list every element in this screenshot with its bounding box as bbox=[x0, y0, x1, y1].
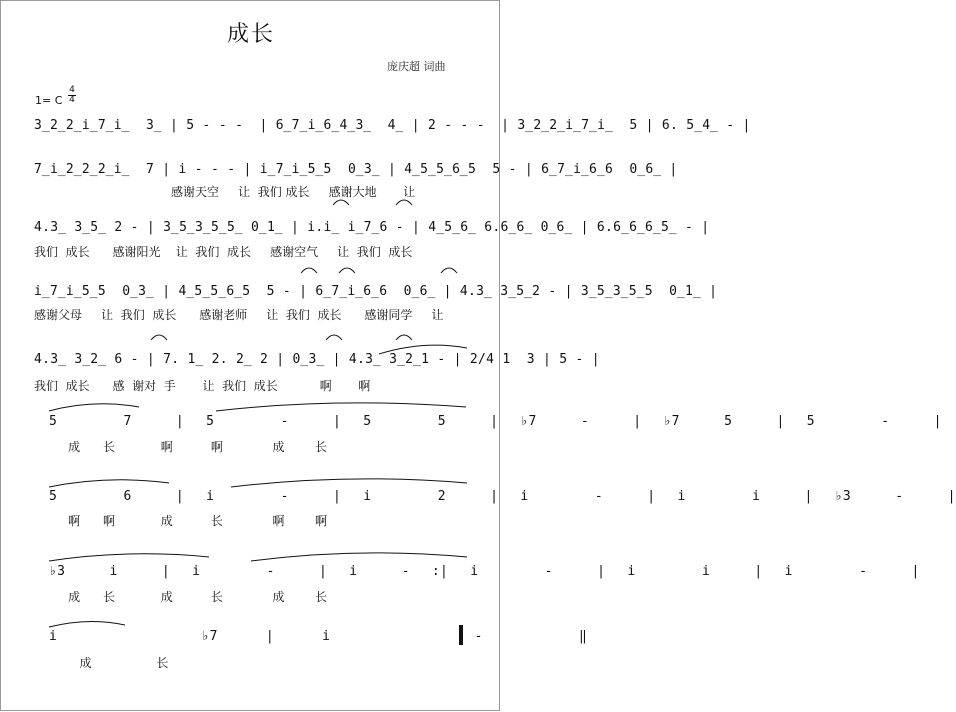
notation-line-6: 5 7 | 5 - | 5 5 | ♭7 - | ♭7 5 | 5 - | bbox=[49, 414, 942, 429]
slur bbox=[151, 335, 167, 340]
lyric-line-5: 我们 成长 感 谢对 手 让 我们 成长 啊 啊 bbox=[34, 379, 371, 393]
time-signature-top: 4 bbox=[69, 85, 75, 95]
slur bbox=[396, 335, 412, 340]
notation-line-4: i̲7̲i̲5̲5 0̲3̲ | 4̲5̲5̲6̲5 5 - | 6̲7̲i̲6̲6 0̲6̲ | 4.3̲ 3̲5̲2 - | 3̲5̲3̲5̲5 0̲1̲ | bbox=[34, 284, 718, 299]
notation-line-5: 4.3̲ 3̲2̲ 6 - | 7. 1̲ 2. 2̲ 2 | 0̲3̲ | 4.3̲ 3̲2̲1 - | 2/4 1 3 | 5 - | bbox=[34, 352, 600, 367]
slur bbox=[326, 335, 342, 340]
lyric-line-9: 成 长 bbox=[49, 656, 169, 670]
slur bbox=[339, 268, 355, 273]
slur bbox=[231, 479, 467, 487]
slur bbox=[251, 553, 467, 561]
lyric-line-7: 啊 啊 成 长 啊 啊 bbox=[49, 514, 327, 528]
slur bbox=[216, 403, 466, 411]
final-barline bbox=[459, 625, 463, 645]
key-signature: 1= C bbox=[35, 94, 63, 107]
slur bbox=[49, 404, 139, 411]
lyric-line-8: 成 长 成 长 成 长 bbox=[49, 590, 327, 604]
time-signature bbox=[68, 86, 76, 105]
composer-credit: 庞庆超 词曲 bbox=[387, 60, 446, 73]
slur bbox=[49, 480, 169, 487]
slur bbox=[441, 268, 457, 273]
notation-line-9: i ♭7 | i - ‖ bbox=[49, 629, 588, 644]
notation-line-7: 5 6 | i - | i 2 | i - | i i | ♭3 - | bbox=[49, 489, 956, 504]
lyric-line-4: 感谢父母 让 我们 成长 感谢老师 让 我们 成长 感谢同学 让 bbox=[34, 308, 444, 322]
lyric-line-2: 感谢天空 让 我们 成长 感谢大地 让 bbox=[171, 185, 416, 199]
notation-line-2: 7̲i̲2̲2̲2̲i̲ 7 | i - - - | i̲7̲i̲5̲5 0̲3̲ | 4̲5̲5̲6̲5 5 - | 6̲7̲i̲6̲6 0̲6̲ | bbox=[34, 162, 678, 177]
lyric-line-3: 我们 成长 感谢阳光 让 我们 成长 感谢空气 让 我们 成长 bbox=[34, 245, 413, 259]
notation-line-1: 3̲2̲2̲i̲7̲i̲ 3̲ | 5 - - - | 6̲7̲i̲6̲4̲3̲ 4̲ | 2 - - - | 3̲2̲2̲i̲7̲i̲ 5 | 6. 5̲4̲ - | bbox=[34, 118, 751, 133]
notation-line-3: 4.3̲ 3̲5̲ 2 - | 3̲5̲3̲5̲5̲ 0̲1̲ | i.i̲ i̲7̲6 - | 4̲5̲6̲ 6.6̲6̲ 0̲6̲ | 6.6̲6̲6̲5̲ - | bbox=[34, 220, 710, 235]
slur bbox=[301, 268, 317, 273]
slur bbox=[396, 200, 412, 205]
notation-line-8: ♭3 i | i - | i - :| i - | i i | i - | bbox=[49, 564, 920, 579]
time-signature-bottom: 4 bbox=[69, 95, 75, 105]
slur bbox=[333, 200, 349, 205]
slur bbox=[49, 621, 125, 627]
slur bbox=[49, 554, 209, 561]
song-title: 成长 bbox=[226, 22, 275, 47]
lyric-line-6: 成 长 啊 啊 成 长 bbox=[49, 440, 327, 454]
